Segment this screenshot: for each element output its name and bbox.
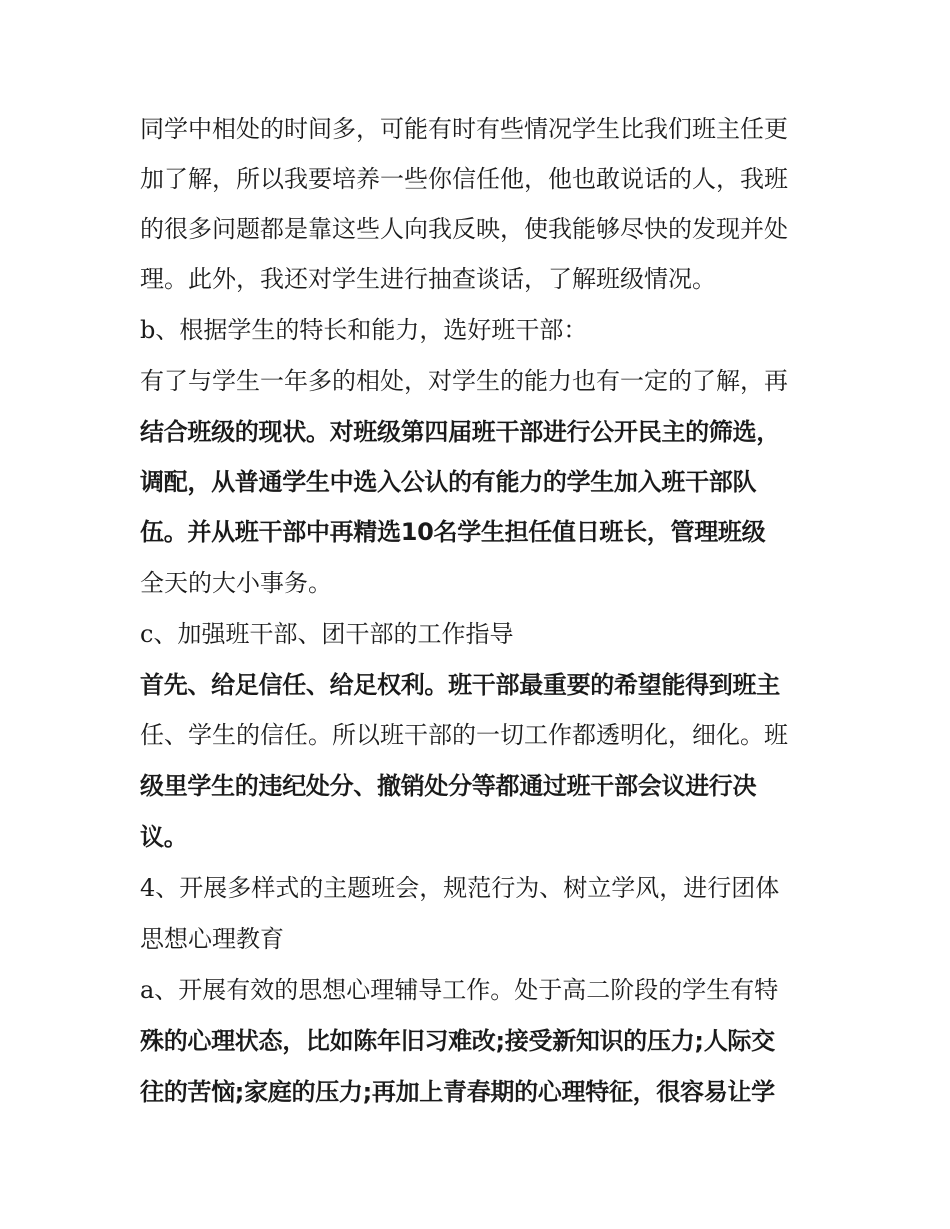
text-line: 议。: [140, 823, 188, 851]
text-line: 伍。并从班干部中再精选10名学生担任值日班长，管理班级: [140, 518, 766, 546]
text-line: 往的苦恼;家庭的压力;再加上青春期的心理特征，很容易让学: [140, 1078, 775, 1106]
text-line: 殊的心理状态，比如陈年旧习难改;接受新知识的压力;人际交: [140, 1027, 775, 1055]
text-line: 的很多问题都是靠这些人向我反映，使我能够尽快的发现并处: [140, 215, 788, 243]
text-line: 任、学生的信任。所以班干部的一切工作都透明化，细化。班: [140, 721, 788, 749]
subheading-b: b、根据学生的特长和能力，选好班干部：: [140, 316, 588, 344]
subheading-a: a、开展有效的思想心理辅导工作。处于高二阶段的学生有特: [140, 976, 779, 1004]
text-line: 首先、给足信任、给足权利。班干部最重要的希望能得到班主: [140, 671, 780, 699]
subheading-c: c、加强班干部、团干部的工作指导: [140, 620, 514, 648]
text-line: 级里学生的违纪处分、撤销处分等都通过班干部会议进行决: [140, 772, 757, 800]
text-line: 加了解，所以我要培养一些你信任他，他也敢说话的人，我班: [140, 165, 788, 193]
text-line: 调配，从普通学生中选入公认的有能力的学生加入班干部队: [140, 468, 757, 496]
text-line: 全天的大小事务。: [140, 569, 332, 597]
section-heading-4-cont: 思想心理教育: [140, 925, 284, 953]
text-line: 结合班级的现状。对班级第四届班干部进行公开民主的筛选，: [140, 418, 780, 446]
section-heading-4: 4、开展多样式的主题班会，规范行为、树立学风，进行团体: [140, 874, 780, 902]
text-line: 理。此外，我还对学生进行抽查谈话，了解班级情况。: [140, 265, 716, 293]
text-line: 同学中相处的时间多，可能有时有些情况学生比我们班主任更: [140, 115, 788, 143]
text-line: 有了与学生一年多的相处，对学生的能力也有一定的了解，再: [140, 367, 788, 395]
